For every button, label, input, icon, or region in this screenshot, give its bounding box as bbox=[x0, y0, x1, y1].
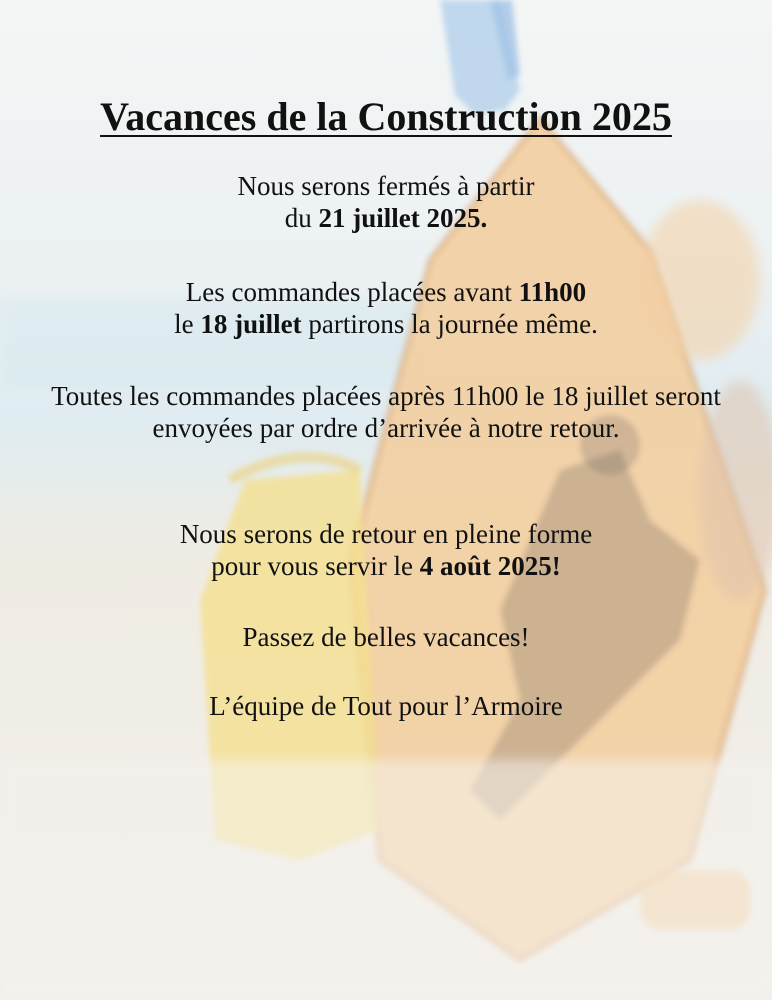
return-date: 4 août 2025! bbox=[419, 551, 561, 581]
return-line-1: Nous serons de retour en pleine forme bbox=[179, 519, 593, 549]
order-deadline-date: 18 juillet bbox=[200, 309, 302, 339]
closing-line-1: Nous serons fermés à partir bbox=[237, 171, 535, 201]
signature-paragraph: L’équipe de Tout pour l’Armoire bbox=[209, 691, 563, 721]
late-orders-paragraph: Toutes les commandes placées après 11h00 le 18 juillet seront envoyées par ordre d’arrivée à notre retour. bbox=[51, 381, 721, 443]
closing-date: 21 juillet 2025. bbox=[318, 203, 488, 233]
order-deadline-paragraph bbox=[40, 276, 732, 340]
return-line-2-prefix: pour vous servir le bbox=[211, 551, 420, 581]
wishes-paragraph: Passez de belles vacances! bbox=[242, 622, 530, 652]
closing-date-paragraph bbox=[40, 170, 732, 234]
order-line-1-prefix: Les commandes placées avant bbox=[185, 277, 519, 307]
return-date-paragraph bbox=[40, 518, 732, 582]
order-deadline-time: 11h00 bbox=[518, 277, 587, 307]
page-title: Vacances de la Construction 2025 bbox=[100, 94, 672, 139]
order-line-2-prefix: le bbox=[174, 309, 201, 339]
order-line-2-suffix: partirons la journée même. bbox=[301, 309, 598, 339]
closing-line-2-prefix: du bbox=[284, 203, 319, 233]
